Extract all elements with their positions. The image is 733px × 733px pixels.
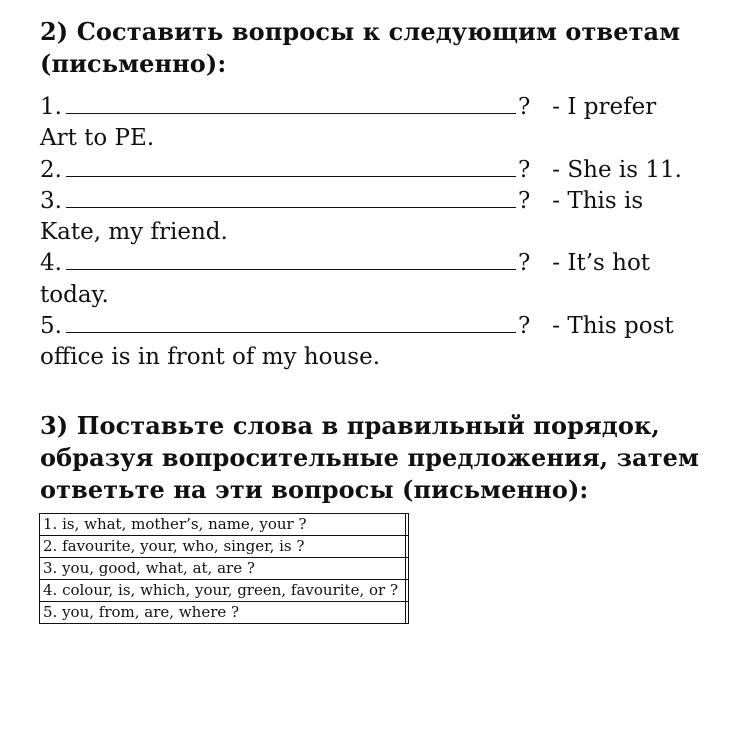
table-cell-words: 2. favourite, your, who, singer, is ? xyxy=(40,536,406,558)
question-mark: ? xyxy=(517,156,531,183)
section2-heading-line1: 2) Составить вопросы к следующим ответам xyxy=(40,17,681,46)
table-cell-words: 3. you, good, what, at, are ? xyxy=(40,558,406,580)
answer-blank[interactable] xyxy=(66,187,516,208)
table-row xyxy=(40,602,409,624)
question-mark: ? xyxy=(517,250,531,277)
section2-heading xyxy=(40,16,720,80)
section3-heading xyxy=(40,410,720,506)
table-cell-words: 4. colour, is, which, your, green, favourite, or ? xyxy=(40,580,406,602)
item-number: 2. xyxy=(40,156,62,183)
answer-text: - This is xyxy=(552,187,644,214)
exercise-line xyxy=(40,186,720,217)
table-cell-words: 1. is, what, mother’s, name, your ? xyxy=(40,514,406,536)
section2-heading-line2: (письменно): xyxy=(40,49,227,78)
answer-blank[interactable] xyxy=(66,156,516,177)
table-cell-words: 5. you, from, are, where ? xyxy=(40,602,406,624)
answer-continuation: office is in front of my house. xyxy=(40,344,381,371)
answer-text: - It’s hot xyxy=(552,250,651,277)
question-mark: ? xyxy=(517,94,531,120)
table-cell-answer[interactable] xyxy=(406,558,409,580)
section3-heading-line3: ответьте на эти вопросы (письменно): xyxy=(40,475,589,504)
word-order-table xyxy=(39,513,409,624)
item-number: 4. xyxy=(40,250,62,277)
item-number: 1. xyxy=(40,94,62,120)
answer-text: - This post xyxy=(552,313,674,340)
answer-text: - I prefer xyxy=(552,94,657,120)
section3-heading-line1: 3) Поставьте слова в правильный порядок, xyxy=(40,411,660,440)
item-number: 5. xyxy=(40,313,62,340)
exercise-line xyxy=(40,92,720,123)
table-row xyxy=(40,558,409,580)
table-cell-answer[interactable] xyxy=(406,580,409,602)
item-number: 3. xyxy=(40,187,62,214)
table-row xyxy=(40,514,409,536)
answer-continuation: Kate, my friend. xyxy=(40,219,228,246)
table-cell-answer[interactable] xyxy=(406,536,409,558)
exercise-line xyxy=(40,248,720,279)
section3-heading-line2: образуя вопросительные предложения, затем xyxy=(40,443,699,472)
section2-exercise xyxy=(40,92,720,374)
answer-blank[interactable] xyxy=(66,312,516,333)
answer-continuation: today. xyxy=(40,281,109,308)
table-cell-answer[interactable] xyxy=(406,514,409,536)
answer-blank[interactable] xyxy=(66,249,516,270)
answer-blank[interactable] xyxy=(66,93,516,114)
table-row xyxy=(40,536,409,558)
table-row xyxy=(40,580,409,602)
exercise-line xyxy=(40,311,720,342)
question-mark: ? xyxy=(517,313,531,340)
exercise-line xyxy=(40,155,720,186)
answer-continuation: Art to PE. xyxy=(40,125,155,152)
cropped-previous-heading xyxy=(40,0,260,4)
table-cell-answer[interactable] xyxy=(406,602,409,624)
answer-text: - She is 11. xyxy=(552,156,682,183)
question-mark: ? xyxy=(517,187,531,214)
